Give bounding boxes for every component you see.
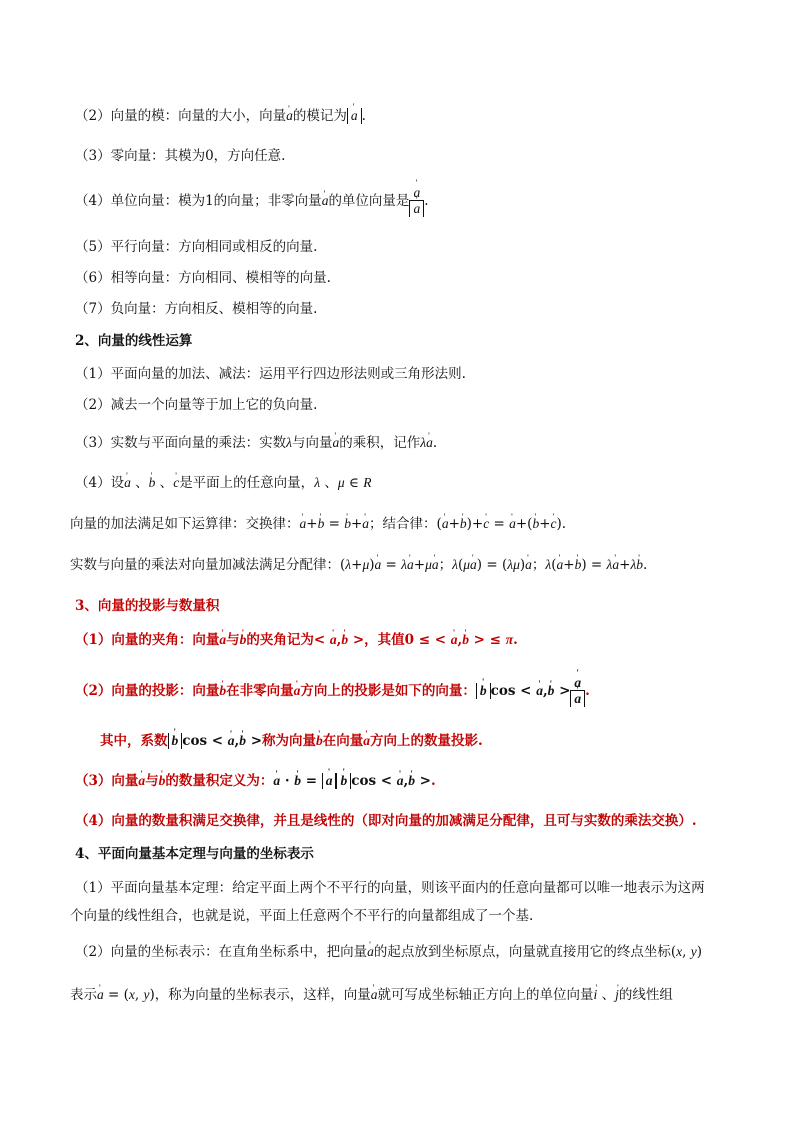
item-dot-product: （3）向量' a与' b的数量积定义为：' a · ' b = ' a' b cos < ' a,' b >.	[75, 771, 734, 791]
item-subtract: （2）减去一个向量等于加上它的负向量.	[75, 397, 318, 413]
item-dot-properties: （4）向量的数量积满足交换律，并且是线性的（即对向量的加减满足分配律，且可与实数的乘法交换）.	[75, 813, 697, 829]
section-heading-basis: 4、平面向量基本定理与向量的坐标表示	[75, 846, 314, 862]
item-scalar-mult: （3）实数与平面向量的乘法：实数λ与向量' a的乘积，记作λ' a.	[75, 433, 734, 453]
item-coordinates: （2）向量的坐标表示：在直角坐标系中，把向量' a的起点放到坐标原点，向量就直接用它的终点坐标(x, y)	[75, 942, 734, 962]
item-basis-theorem-cont: 个向量的线性组合，也就是说，平面上任意两个不平行的向量都组成了一个基.	[70, 908, 534, 924]
item-unit-vector: （4）单位向量：模为1的向量；非零向量' a的单位向量是 ' a ' a .	[75, 186, 734, 217]
section-heading-projection: 3、向量的投影与数量积	[75, 598, 220, 614]
item-projection: （2）向量的投影：向量' b在非零向量' a方向上的投影是如下的向量：' b cos < ' a,' b > ' a ' a .	[75, 676, 734, 707]
item-zero-vector: （3）零向量：其模为0，方向任意.	[75, 148, 286, 164]
item-add-sub: （1）平面向量的加法、减法：运用平行四边形法则或三角形法则.	[75, 366, 466, 382]
addition-laws: 向量的加法满足如下运算律：交换律：' a+' b = ' b+' a；结合律：(' a+' b)+' c = ' a+(' b+' c).	[70, 514, 734, 534]
item-negative: （7）负向量：方向相反、模相等的向量.	[75, 301, 318, 317]
item-coordinates-cont: 表示' a = (x, y)，称为向量的坐标表示，这样，向量' a就可写成坐标轴正方向上的单位向量' i 、' j的线性组	[70, 985, 734, 1005]
item-parallel: （5）平行向量：方向相同或相反的向量.	[75, 239, 318, 255]
vector-a: ' a	[286, 108, 293, 123]
item-basis-theorem: （1）平面向量基本定理：给定平面上两个不平行的向量，则该平面内的任意向量都可以唯一地表示为这两	[75, 880, 705, 896]
item-angle: （1）向量的夹角：向量' a与' b的夹角记为< ' a,' b >，其值0 ≤ < ' a,' b > ≤ π.	[75, 630, 734, 650]
item-scalar-projection: 其中，系数' b cos < ' a,' b >称为向量' b在向量' a方向上的数量投影.	[100, 731, 734, 751]
section-heading-linear-ops: 2、向量的线性运算	[75, 333, 193, 349]
item-equal: （6）相等向量：方向相同、模相等的向量.	[75, 270, 331, 286]
item-magnitude: （2）向量的模：向量的大小，向量' a的模记为' a .	[75, 106, 734, 126]
distributive-laws: 实数与向量的乘法对向量加减法满足分配律：(λ+μ)' a = λ' a+μ' a；λ(μ' a) = (λμ)' a；λ(' a+' b) = λ' a+λ' b.	[70, 555, 734, 575]
item-arbitrary-vectors: （4）设' a 、' b 、' c是平面上的任意向量，λ 、μ ∈ R	[75, 473, 734, 493]
unit-vector-fraction: ' a ' a	[409, 186, 424, 217]
abs-a: ' a	[347, 108, 362, 124]
